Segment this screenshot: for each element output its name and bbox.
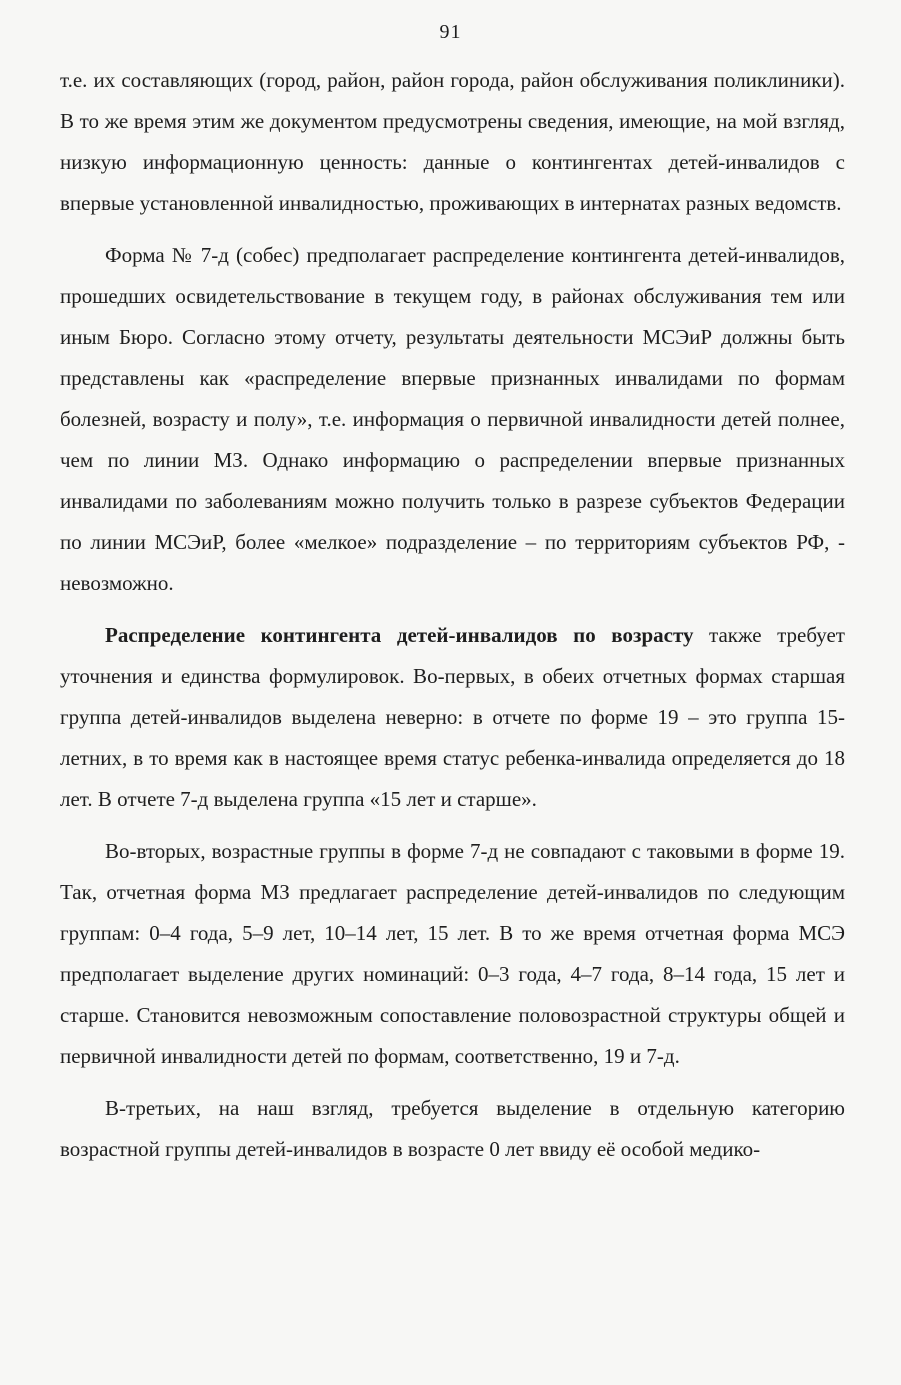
paragraph-3-heading: Распределение контингента детей-инвалидов по возрасту <box>105 623 694 647</box>
paragraph-1: т.е. их составляющих (город, район, район города, район обслуживания поликлиники). В то же время этим же документом предусмотрены сведения, имеющие, на мой взгляд, низкую информационную ценность: данные о контингентах детей-инвалидов с впервые установленной инвалидностью, проживающих в интернатах разных ведомств. <box>60 68 845 215</box>
page-number: 91 <box>439 21 462 43</box>
paragraph-2: Форма № 7-д (собес) предполагает распределение контингента детей-инвалидов, прошедших освидетельствование в текущем году, в районах обслуживания тем или иным Бюро. Согласно этому отчету, результаты деятельности МСЭиР должны быть представлены как «распределение впервые признанных инвалидами по формам болезней, возрасту и полу», т.е. информация о первичной инвалидности детей полнее, чем по линии МЗ. Однако информацию о распределении впервые признанных инвалидами по заболеваниям можно получить только в разрезе субъектов Федерации по линии МСЭиР, более «мелкое» подразделение – по территориям субъектов РФ, - невозможно. <box>60 243 845 595</box>
document-body <box>60 60 845 1170</box>
paragraph-3-text: также требует уточнения и единства формулировок. Во-первых, в обеих отчетных формах старшая группа детей-инвалидов выделена неверно: в отчете по форме 19 – это группа 15-летних, в то время как в настоящее время статус ребенка-инвалида определяется до 18 лет. В отчете 7-д выделена группа «15 лет и старше». <box>60 623 845 811</box>
paragraph-3 <box>60 615 845 820</box>
paragraph-5: В-третьих, на наш взгляд, требуется выделение в отдельную категорию возрастной группы детей-инвалидов в возрасте 0 лет ввиду её особой медико- <box>60 1096 845 1161</box>
paragraph-4: Во-вторых, возрастные группы в форме 7-д не совпадают с таковыми в форме 19. Так, отчетная форма МЗ предлагает распределение детей-инвалидов по следующим группам: 0–4 года, 5–9 лет, 10–14 лет, 15 лет. В то же время отчетная форма МСЭ предполагает выделение других номинаций: 0–3 года, 4–7 года, 8–14 года, 15 лет и старше. Становится невозможным сопоставление половозрастной структуры общей и первичной инвалидности детей по формам, соответственно, 19 и 7-д. <box>60 839 845 1068</box>
